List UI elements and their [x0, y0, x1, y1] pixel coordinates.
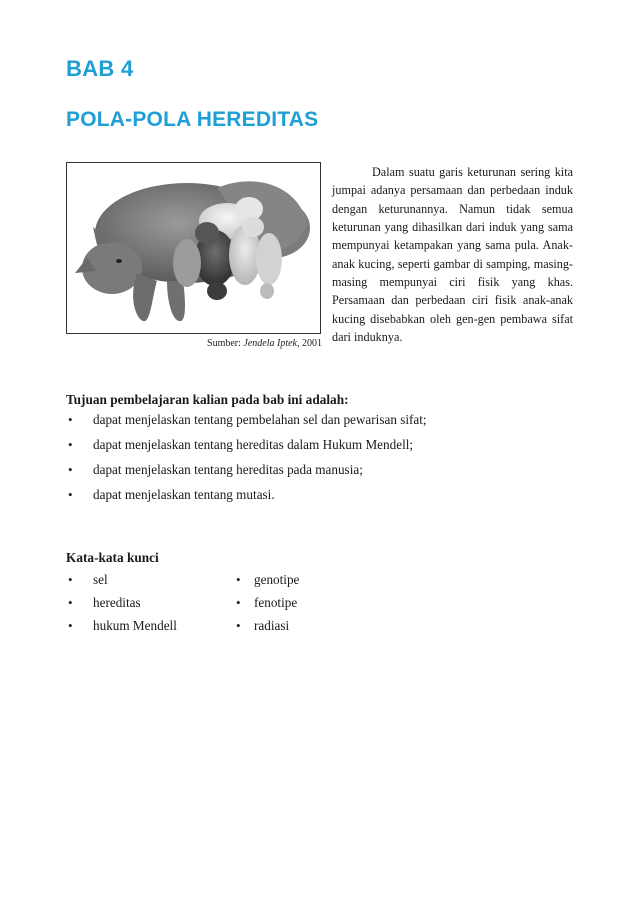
- keyword-text: hereditas: [93, 595, 141, 610]
- bullet-icon: •: [236, 618, 241, 633]
- keywords-right-column: [234, 571, 299, 640]
- cat-family-photo: [66, 162, 321, 334]
- list-item: [66, 486, 450, 505]
- keyword-text: fenotipe: [254, 595, 298, 610]
- bullet-icon: •: [68, 437, 73, 452]
- keyword-item: [234, 571, 299, 590]
- intro-paragraph: Dalam suatu garis keturunan sering kita jumpai adanya persamaan dan perbedaan induk dengan keturunannya. Namun tidak semua keturunan yang dihasilkan dari induk yang sama mempunyai ketampakan yang sama pula. Anak-anak kucing, seperti gambar di samping, masing-masing mempunyai ciri fisik yang khas. Persamaan dan perbedaan ciri fisik anak-anak kucing disebabkan oleh gen-gen pembawa sifat dari induknya.: [332, 165, 573, 345]
- keyword-item: [66, 571, 177, 590]
- bullet-icon: •: [236, 572, 241, 587]
- chapter-number: BAB 4: [66, 56, 134, 81]
- list-item: [66, 411, 450, 430]
- keyword-item: [66, 594, 177, 613]
- objectives-heading: Tujuan pembelajaran kalian pada bab ini adalah:: [66, 392, 349, 407]
- caption-prefix: Sumber:: [207, 338, 244, 349]
- list-item: [66, 461, 450, 480]
- keyword-item: [234, 594, 299, 613]
- objective-text: dapat menjelaskan tentang mutasi.: [93, 487, 275, 502]
- list-item: [66, 436, 450, 455]
- photo-caption: [130, 338, 322, 349]
- bullet-icon: •: [68, 618, 73, 633]
- objective-text: dapat menjelaskan tentang hereditas pada manusia;: [93, 462, 363, 477]
- objective-text: dapat menjelaskan tentang hereditas dalam Hukum Mendell;: [93, 437, 414, 452]
- caption-year: , 2001: [297, 338, 322, 349]
- keywords-heading: Kata-kata kunci: [66, 550, 159, 565]
- chapter-title: POLA-POLA HEREDITAS: [66, 108, 319, 131]
- keyword-text: genotipe: [254, 572, 300, 587]
- objectives-list: [66, 411, 450, 511]
- keyword-text: sel: [93, 572, 108, 587]
- bullet-icon: •: [68, 462, 73, 477]
- keyword-text: radiasi: [254, 618, 290, 633]
- bullet-icon: •: [68, 595, 73, 610]
- bullet-icon: •: [68, 412, 73, 427]
- keyword-text: hukum Mendell: [93, 618, 177, 633]
- bullet-icon: •: [236, 595, 241, 610]
- bullet-icon: •: [68, 487, 73, 502]
- caption-source: Jendela Iptek: [243, 338, 297, 349]
- keyword-item: [234, 617, 299, 636]
- keyword-item: [66, 617, 177, 636]
- keywords-left-column: [66, 571, 177, 640]
- bullet-icon: •: [68, 572, 73, 587]
- objective-text: dapat menjelaskan tentang pembelahan sel dan pewarisan sifat;: [93, 412, 427, 427]
